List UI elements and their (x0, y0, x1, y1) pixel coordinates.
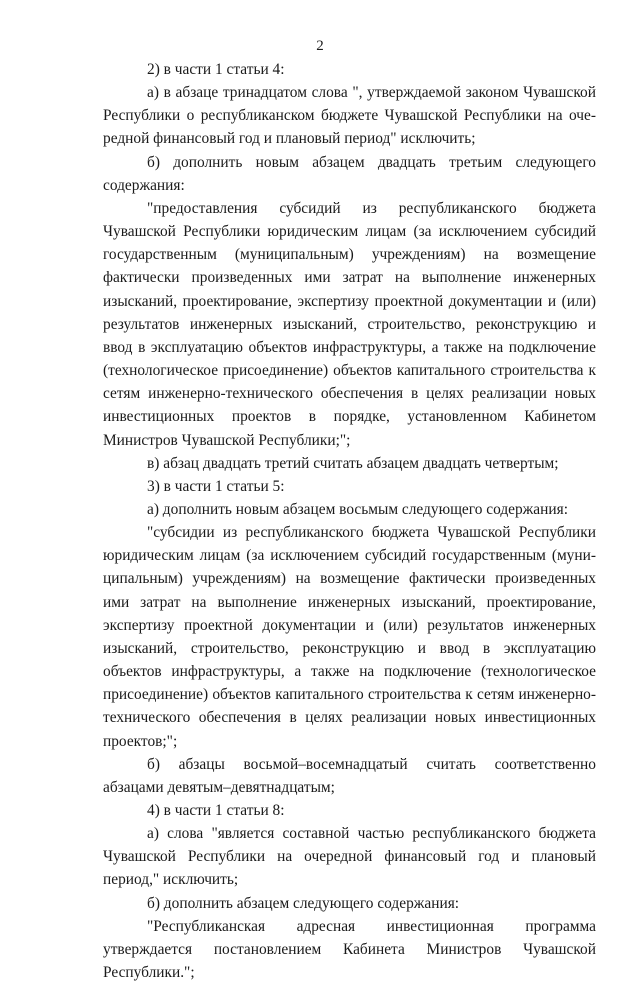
paragraph-article5-a-quote: "субсидии из республиканского бюджета Чувашской Республики юридическим лицам (за исключением субсидий государственным (муниципальным) учреждениям) на возмещение фактически произведенных ими затрат на выполнение инженерных изысканий, проектирование, экспертизу проектной документации и (или) результатов инженерных изысканий, строительство, реконструкцию и ввод в эксплуатацию объектов инфраструктуры, а также на подключение (технологическое присоединение) объектов капитального строительства к сетям инженерно-технического обеспечения в целях реализации новых инвестиционных проектов;"; (103, 524, 596, 750)
paragraph-article5-heading: 3) в части 1 статьи 5: (147, 477, 285, 495)
paragraph-article8-heading: 4) в части 1 статьи 8: (147, 802, 285, 819)
page-number: 2 (316, 38, 324, 54)
paragraph-article4-b: б) дополнить новым абзацем двадцать третьим следующего содержания: (103, 153, 596, 194)
paragraph-article4-b-quote: "предоставления субсидий из республиканского бюджета Чувашской Республики юридическим лицам (за исключением субсидий государственным (муниципальным) учреждениям) на возмещение фактически произведенных ими затрат на выполнение инженерных изысканий, проектирование, экспертизу проектной документации и (или) результатов инженерных изысканий, строительство, реконструкцию и ввод в эксплуатацию объектов инфраструктуры, а также на подключение (технологическое присоединение) объектов капитального строительства к сетям инженерно-технического обеспечения в целях реализации новых инвестиционных проектов в порядке, установленном Кабинетом Министров Чувашской Республики;"; (103, 199, 596, 449)
paragraph-article5-b: б) абзацы восьмой–восемнадцатый считать соответственно абзацами девятым–девятнадцатым; (103, 755, 596, 796)
paragraph-article4-a: а) в абзаце тринадцатом слова ", утверждаемой законом Чувашской Республики о республиканском бюджете Чувашской Республики на очередной финансовый год и плановый период" исключить; (103, 84, 596, 148)
paragraph-article8-b: б) дополнить абзацем следующего содержания: (147, 894, 460, 912)
paragraph-article4-c: в) абзац двадцать третий считать абзацем двадцать четвертым; (147, 454, 559, 472)
paragraph-article5-a: а) дополнить новым абзацем восьмым следующего содержания: (147, 500, 568, 518)
paragraph-article4-heading: 2) в части 1 статьи 4: (147, 61, 285, 78)
document-body (103, 58, 596, 984)
paragraph-article8-b-quote: "Республиканская адресная инвестиционная программа утверждается постановлением Кабинета Министров Чувашской Республики."; (103, 917, 596, 982)
paragraph-article8-a: а) слова "является составной частью республиканского бюджета Чувашской Республики на очередной финансовый год и плановый период," исключить; (103, 825, 596, 889)
